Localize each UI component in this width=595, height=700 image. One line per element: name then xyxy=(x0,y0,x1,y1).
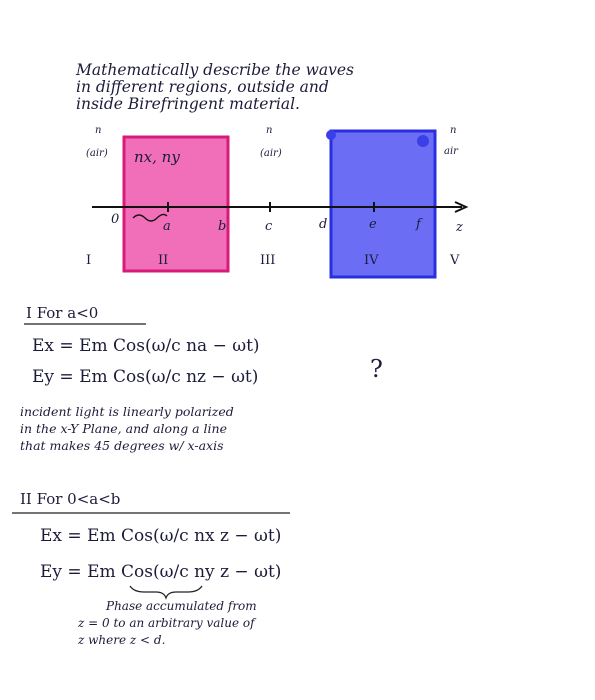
region-label-4: IV xyxy=(364,253,379,268)
section-1-note-1: incident light is linearly polarized xyxy=(20,404,234,419)
axis-label-z: z xyxy=(456,220,463,235)
n-label-left: n xyxy=(95,125,102,136)
axis-label-d: d xyxy=(319,217,328,232)
axis-label-c: c xyxy=(265,219,273,234)
air-label-right: air xyxy=(444,146,458,157)
n-label-right: n xyxy=(450,125,457,136)
section-2-eq-ex: Ex = Em Cos(ω/c nx z − ωt) xyxy=(40,526,282,546)
section-2-note-2: z = 0 to an arbitrary value of xyxy=(78,616,255,630)
title-line-3: inside Birefringent material. xyxy=(76,95,300,113)
n-label-middle: n xyxy=(266,125,273,136)
axis-label-a: a xyxy=(163,219,171,234)
blue-slab-corner-dot xyxy=(417,135,429,147)
section-2-heading: II For 0<a<b xyxy=(20,490,121,508)
air-label-left: (air) xyxy=(86,148,108,159)
region-label-2: II xyxy=(158,253,169,268)
axis-label-e: e xyxy=(369,217,377,232)
axis-label-f: f xyxy=(416,217,421,232)
section-1-heading: I For a<0 xyxy=(26,304,99,322)
region-label-1: I xyxy=(86,253,92,268)
air-label-middle: (air) xyxy=(260,148,282,159)
section-2-note-1: Phase accumulated from xyxy=(106,599,257,613)
section-1-eq-ey: Ey = Em Cos(ω/c nz − ωt) xyxy=(32,367,259,387)
region-label-3: III xyxy=(260,253,276,268)
question-mark: ? xyxy=(370,355,383,383)
section-1-note-2: in the x-Y Plane, and along a line xyxy=(20,421,227,436)
region-label-5: V xyxy=(450,253,460,268)
title-line-2: in different regions, outside and xyxy=(76,78,329,96)
axis-label-0: 0 xyxy=(111,212,120,227)
blue-slab-corner-dot xyxy=(326,130,336,140)
section-1-eq-ex: Ex = Em Cos(ω/c na − ωt) xyxy=(32,336,260,356)
underbrace xyxy=(130,586,202,598)
section-1-note-3: that makes 45 degrees w/ x-axis xyxy=(20,438,224,453)
title-line-1: Mathematically describe the waves xyxy=(76,61,354,79)
section-2-eq-ey: Ey = Em Cos(ω/c ny z − ωt) xyxy=(40,562,282,582)
section-2-note-3: z where z < d. xyxy=(78,633,166,647)
nxny-label: nx, ny xyxy=(134,148,180,166)
axis-label-b: b xyxy=(218,219,227,234)
blue-slab xyxy=(331,131,435,277)
